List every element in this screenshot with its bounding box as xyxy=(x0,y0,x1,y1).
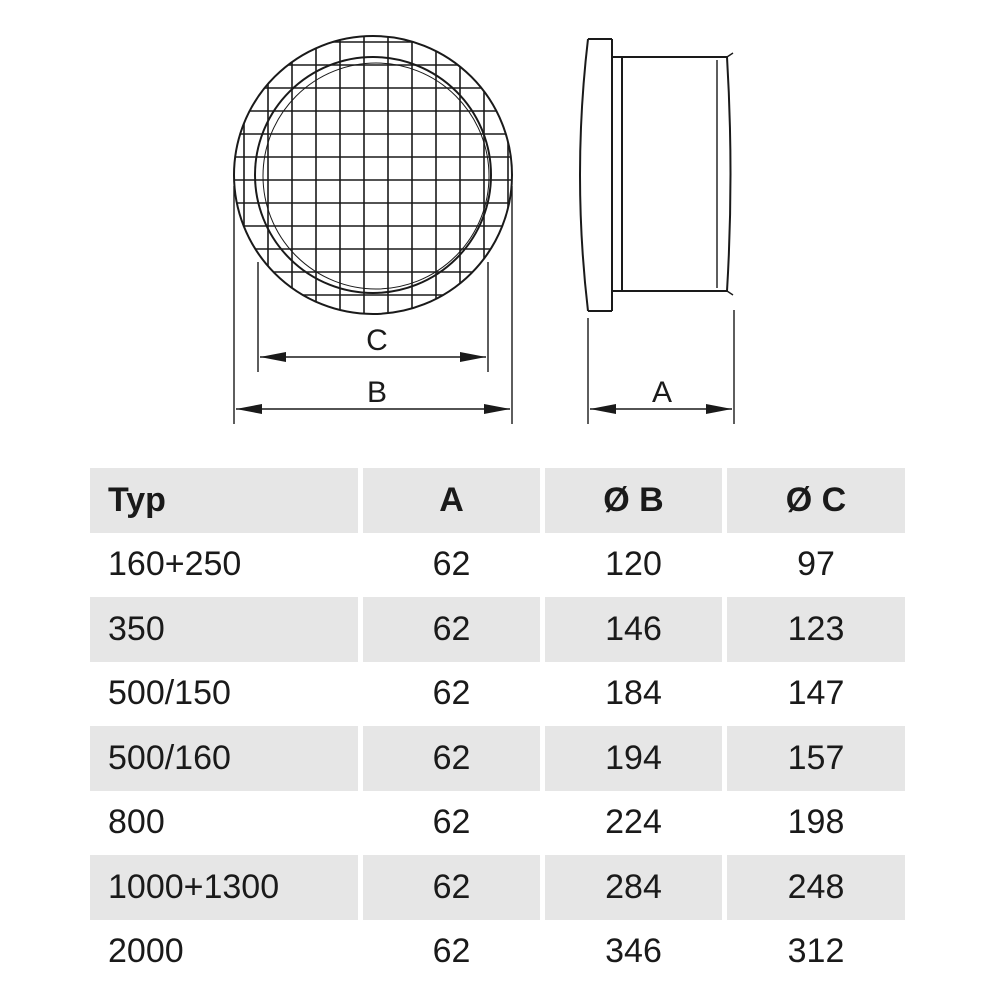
cell-b: 346 xyxy=(540,920,722,985)
label-b: B xyxy=(366,376,388,409)
cell-a: 62 xyxy=(358,791,540,856)
side-view-collar-icon xyxy=(580,39,733,311)
inner-rim xyxy=(255,57,491,293)
label-a: A xyxy=(651,376,673,409)
table-header-row xyxy=(90,468,905,533)
cell-typ: 160+250 xyxy=(108,545,242,584)
front-view-grille-icon xyxy=(230,30,516,320)
cell-typ: 500/160 xyxy=(90,726,358,791)
cell-b: 224 xyxy=(540,791,722,856)
cell-typ: 1000+1300 xyxy=(90,855,358,920)
table-row xyxy=(90,597,905,662)
cell-c: 248 xyxy=(722,855,905,920)
cell-typ: 800 xyxy=(108,803,165,842)
table-row xyxy=(90,920,905,985)
cell-typ: 500/150 xyxy=(108,674,231,713)
cell-a: 62 xyxy=(358,662,540,727)
cell-c: 123 xyxy=(722,597,905,662)
cell-c: 97 xyxy=(722,533,905,598)
header-typ: Typ xyxy=(90,468,358,533)
cell-typ: 350 xyxy=(90,597,358,662)
cell-a: 62 xyxy=(358,855,540,920)
cell-typ: 2000 xyxy=(108,932,184,971)
inner-rim-shadow xyxy=(263,63,489,289)
cell-b: 146 xyxy=(540,597,722,662)
cell-a: 62 xyxy=(358,920,540,985)
cell-c: 312 xyxy=(722,920,905,985)
cell-c: 157 xyxy=(722,726,905,791)
table-row xyxy=(90,855,905,920)
cell-b: 284 xyxy=(540,855,722,920)
grille-mesh xyxy=(230,30,516,320)
cell-a: 62 xyxy=(358,533,540,598)
cell-b: 194 xyxy=(540,726,722,791)
dimension-b xyxy=(236,376,510,414)
header-a: A xyxy=(358,468,540,533)
table-row xyxy=(90,726,905,791)
dimension-a xyxy=(590,376,732,414)
cell-c: 147 xyxy=(722,662,905,727)
technical-drawing xyxy=(0,0,1000,460)
dimensions-table xyxy=(90,468,905,984)
label-c: C xyxy=(366,324,388,357)
table-row xyxy=(90,791,905,856)
dimension-c xyxy=(260,324,486,362)
cell-b: 184 xyxy=(540,662,722,727)
cell-c: 198 xyxy=(722,791,905,856)
header-diameter-b: Ø B xyxy=(540,468,722,533)
cell-a: 62 xyxy=(358,726,540,791)
table-row xyxy=(90,662,905,727)
header-diameter-c: Ø C xyxy=(722,468,905,533)
cell-a: 62 xyxy=(358,597,540,662)
cell-b: 120 xyxy=(540,533,722,598)
table-row xyxy=(90,533,905,598)
